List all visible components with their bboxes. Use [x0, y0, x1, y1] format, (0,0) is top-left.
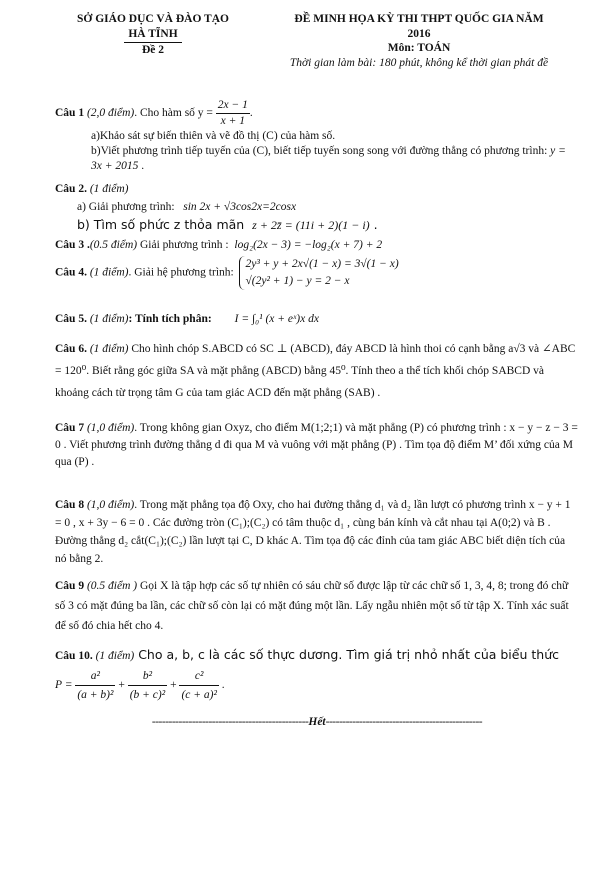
fraction: $\frac{2x - 1}{x + 1}$: [217, 99, 248, 127]
expression-P: P = $\frac{\text{a²}}{\text{(a + b)²}}$ + $\frac{\text{b²}}{\text{(b + c)²}}$ + $\frac{\text{c²}}{\text{(c + a)²}}$ .: [55, 667, 579, 704]
question-1: Câu 1 (2,0 điểm). Cho hàm số y = $\frac{2x - 1}{x + 1}$ . a)Khảo sát sự biến thiên và vẽ đồ thị (C) của hàm số. b)Viết phương trình tiếp tuyến của (C), biết tiếp tuyến song song với đường thẳng có phương trình: y = 3x + 2015 .: [55, 98, 579, 174]
exam-code: Đề 2: [141, 44, 165, 56]
question-text: . Trong không gian Oxyz, cho điểm M(1;2;1) và mặt phẳng (P) có phương trình : x − y − z − 3 = 0 . Viết phương trình đường thẳng d đi qua M và vuông với mặt phẳng (P) . Tìm tọa độ điểm M’ đối xứng của M qua (P) .: [55, 422, 578, 468]
exam-year: 2016: [407, 27, 431, 40]
equation: z + 2z̄ = (11i + 2)(1 − i): [252, 218, 370, 232]
question-label: Câu 5.: [55, 313, 87, 325]
question-points: (1 điểm): [95, 650, 135, 662]
question-text: : Tính tích phân:: [128, 313, 212, 325]
question-label: Câu 10.: [55, 650, 93, 662]
question-part-a: a) Giải phương trình: sin 2x + √3cos2x=2cosx: [77, 201, 297, 213]
question-text: . Trong mặt phẳng tọa độ Oxy, cho hai đường thẳng d₁ và d₂ lần lượt có phương trình x − y + 1 = 0 , x + 3y − 6 = 0 . Các đường tròn (C₁);(C₂) có tâm thuộc d₁ , cùng bán kính và cắt nhau tại A(0;2) và B . Đường thẳng d₂ cắt(C₁);(C₂) lần lượt tại C, D khác A. Tìm tọa độ các đỉnh của tam giác ABC biết diện tích của nó bằng 2.: [55, 499, 571, 565]
question-label: Câu 9: [55, 580, 85, 592]
equation: log₂(2x − 3) = −log₂(x + 7) + 2: [234, 239, 383, 251]
question-label: Câu 6.: [55, 343, 87, 355]
department-name: SỞ GIÁO DỤC VÀ ĐÀO TẠO: [77, 13, 229, 25]
question-points: (1 điểm): [89, 313, 129, 325]
department-header: [48, 12, 258, 58]
end-marker: [55, 716, 579, 728]
question-text: . Giải hệ phương trình:: [128, 266, 234, 279]
question-text: Giải phương trình :: [137, 239, 229, 251]
question-label: Câu 3 .: [55, 239, 90, 251]
exam-header: [254, 12, 584, 70]
fraction: $\frac{\text{a²}}{\text{(a + b)²}}$: [75, 667, 115, 704]
question-part-b: b)Viết phương trình tiếp tuyến của (C), biết tiếp tuyến song song với đường thẳng có phương trình: y = 3x + 2015 .: [91, 145, 566, 172]
question-9: [55, 576, 579, 636]
equation: sin 2x + √3cos2x=2cosx: [183, 201, 297, 213]
question-label: Câu 1: [55, 107, 85, 120]
question-6: [55, 338, 579, 404]
question-points: (1 điểm): [89, 266, 129, 279]
dashes-left: -----------------------------------------------: [151, 716, 309, 728]
question-text: . Cho hàm số y =: [134, 107, 216, 120]
exam-subject: Môn: TOÁN: [387, 42, 451, 54]
exam-time: Thời gian làm bài: 180 phút, không kể thời gian phát đề: [289, 56, 549, 69]
dashes-right: -----------------------------------------------: [325, 716, 483, 728]
equation-system: 2y³ + y + 2x√(1 − x) = 3√(1 − x) √(2y² + 1) − y = 2 − x: [239, 256, 398, 290]
equation: y = 3x + 2015: [91, 145, 566, 172]
question-3: [55, 238, 579, 253]
question-label: Câu 7: [55, 422, 85, 434]
question-points: (2,0 điểm): [86, 107, 135, 120]
question-4: [55, 256, 579, 290]
question-text: Gọi X là tập hợp các số tự nhiên có sáu chữ số được lập từ các chữ số 1, 3, 4, 8; trong đó chữ số 3 có mặt đúng ba lần, các chữ số còn lại có mặt đúng một lần. Lấy ngẫu nhiên một số từ tập X. Tính xác suất để số đó chia hết cho 4.: [55, 580, 569, 632]
question-2: [55, 180, 579, 234]
fraction: $\frac{\text{c²}}{\text{(c + a)²}}$: [179, 667, 218, 704]
question-text: Cho hình chóp S.ABCD có SC ⊥ (ABCD), đáy ABCD là hình thoi có cạnh bằng a√3 và ∠ABC = 120⁰. Biết rằng góc giữa SA và mặt phẳng (ABCD) bằng 45⁰. Tính theo a thể tích khối chóp SABCD và khoảng cách từ trọng tâm G của tam giác ACD đến mặt phẳng (SAB) .: [55, 343, 576, 399]
question-part-a: a)Khảo sát sự biến thiên và vẽ đồ thị (C) của hàm số.: [91, 130, 336, 142]
question-label: Câu 8: [55, 499, 85, 511]
question-text: Cho a, b, c là các số thực dương. Tìm giá trị nhỏ nhất của biểu thức: [134, 647, 559, 662]
question-part-b: b) Tìm số phức z thỏa mãn z + 2z̄ = (11i + 2)(1 − i) .: [77, 217, 378, 232]
question-points: (1,0 điểm): [86, 422, 135, 434]
exam-title: ĐỀ MINH HỌA KỲ THI THPT QUỐC GIA NĂM: [294, 13, 544, 25]
question-10: [55, 646, 579, 704]
question-8: [55, 496, 579, 568]
question-points: (0.5 điểm): [89, 239, 138, 251]
question-points: (1 điểm): [89, 343, 129, 355]
question-points: (1,0 điểm): [86, 499, 135, 511]
end-text: Hết: [308, 716, 326, 728]
fraction: $\frac{\text{b²}}{\text{(b + c)²}}$: [128, 667, 167, 704]
province-name: HÀ TĨNH: [124, 27, 181, 43]
question-points: (1 điểm): [89, 183, 129, 195]
question-5: [55, 312, 579, 327]
equation: I = ∫₀¹ (x + eˣ)x dx: [234, 313, 319, 325]
question-points: (0.5 điểm ): [86, 580, 138, 592]
question-label: Câu 4.: [55, 266, 87, 279]
question-7: [55, 420, 579, 471]
question-label: Câu 2.: [55, 183, 87, 195]
